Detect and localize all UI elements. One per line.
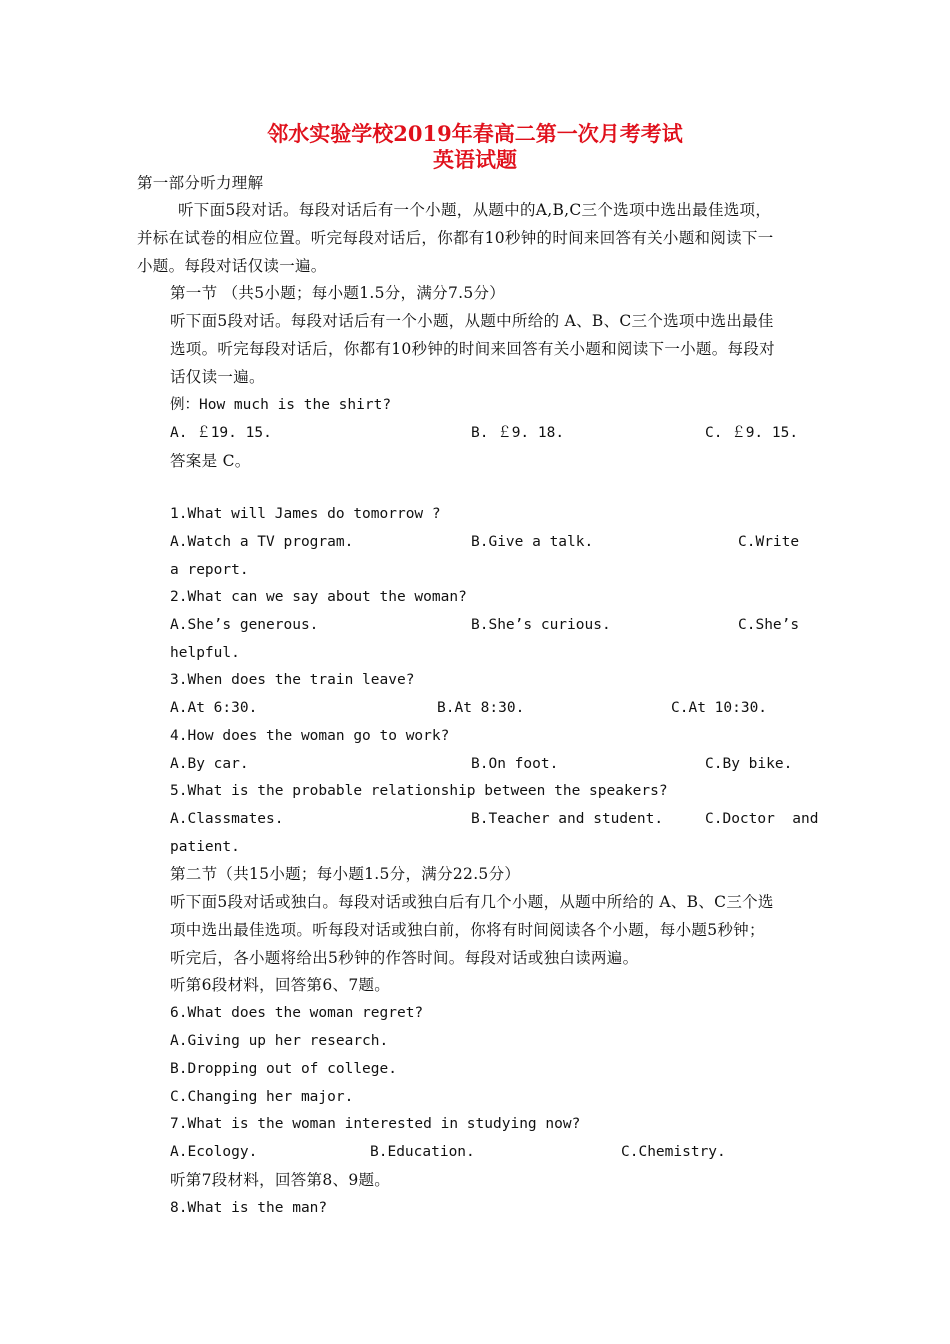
- q2-option-b: B.She’s curious.: [471, 617, 611, 633]
- q3-option-b: B.At 8:30.: [437, 700, 525, 716]
- q4-stem: 4.How does the woman go to work?: [170, 728, 450, 744]
- q4-option-c: C.By bike.: [705, 756, 793, 772]
- q6-option-c: C.Changing her major.: [170, 1089, 354, 1105]
- q2-stem: 2.What can we say about the woman?: [170, 589, 467, 605]
- section1-instr-line-1: 听下面5段对话。每段对话后有一个小题，从题中所给的 A、B、C三个选项中选出最佳: [170, 312, 774, 330]
- example-option-a: A. ￡19. 15.: [170, 425, 272, 441]
- section2-instr-line-2: 项中选出最佳选项。听每段对话或独白前，你将有时间阅读各个小题，每小题5秒钟；: [170, 921, 765, 939]
- section1-instr-line-3: 话仅读一遍。: [170, 368, 265, 386]
- q7-option-a: A.Ecology.: [170, 1144, 258, 1160]
- q3-stem: 3.When does the train leave?: [170, 672, 415, 688]
- section2-instr-line-1: 听下面5段对话或独白。每段对话或独白后有几个小题，从题中所给的 A、B、C三个选: [170, 893, 774, 911]
- part1-intro-line-2: 并标在试卷的相应位置。听完每段对话后，你都有10秒钟的时间来回答有关小题和阅读下一: [137, 229, 774, 247]
- q8-stem: 8.What is the man?: [170, 1200, 328, 1216]
- material-7-note: 听第7段材料，回答第8、9题。: [170, 1171, 391, 1189]
- q6-option-a: A.Giving up her research.: [170, 1033, 389, 1049]
- q2-option-c-continued: helpful.: [170, 645, 240, 661]
- q5-stem: 5.What is the probable relationship between the speakers?: [170, 783, 668, 799]
- section1-instr-line-2: 选项。听完每段对话后，你都有10秒钟的时间来回答有关小题和阅读下一小题。每段对: [170, 340, 775, 358]
- q3-option-a: A.At 6:30.: [170, 700, 258, 716]
- q1-option-c: C.Write: [738, 534, 800, 550]
- exam-title: 邻水实验学校2019年春高二第一次月考考试: [267, 121, 683, 146]
- q2-option-a: A.She’s generous.: [170, 617, 319, 633]
- example-question: 例：How much is the shirt?: [170, 397, 392, 413]
- q1-option-a: A.Watch a TV program.: [170, 534, 354, 550]
- q7-stem: 7.What is the woman interested in studying now?: [170, 1116, 581, 1132]
- q7-option-c: C.Chemistry.: [621, 1144, 726, 1160]
- q4-option-a: A.By car.: [170, 756, 249, 772]
- q6-stem: 6.What does the woman regret?: [170, 1005, 424, 1021]
- q6-option-b: B.Dropping out of college.: [170, 1061, 397, 1077]
- example-option-b: B. ￡9. 18.: [471, 425, 565, 441]
- example-option-c: C. ￡9. 15.: [705, 425, 799, 441]
- q5-option-c-continued: patient.: [170, 839, 240, 855]
- part1-intro-line-1: 听下面5段对话。每段对话后有一个小题，从题中的A,B,C三个选项中选出最佳选项，: [178, 201, 772, 219]
- q5-option-c: C.Doctor and: [705, 811, 819, 827]
- q7-option-b: B.Education.: [370, 1144, 475, 1160]
- q5-option-a: A.Classmates.: [170, 811, 284, 827]
- q4-option-b: B.On foot.: [471, 756, 559, 772]
- q2-option-c: C.She’s: [738, 617, 800, 633]
- part1-heading: 第一部分听力理解: [137, 174, 264, 192]
- q5-option-b: B.Teacher and student.: [471, 811, 664, 827]
- exam-subtitle: 英语试题: [433, 147, 517, 172]
- material-6-note: 听第6段材料，回答第6、7题。: [170, 976, 391, 994]
- q3-option-c: C.At 10:30.: [671, 700, 768, 716]
- example-answer: 答案是 C。: [170, 452, 251, 470]
- section1-heading: 第一节 （共5小题；每小题1.5分，满分7.5分）: [170, 284, 506, 302]
- q1-option-c-continued: a report.: [170, 562, 249, 578]
- section2-heading: 第二节（共15小题；每小题1.5分，满分22.5分）: [170, 865, 521, 883]
- q1-stem: 1.What will James do tomorrow ?: [170, 506, 441, 522]
- section2-instr-line-3: 听完后，各小题将给出5秒钟的作答时间。每段对话或独白读两遍。: [170, 949, 639, 967]
- q1-option-b: B.Give a talk.: [471, 534, 594, 550]
- part1-intro-line-3: 小题。每段对话仅读一遍。: [137, 257, 327, 275]
